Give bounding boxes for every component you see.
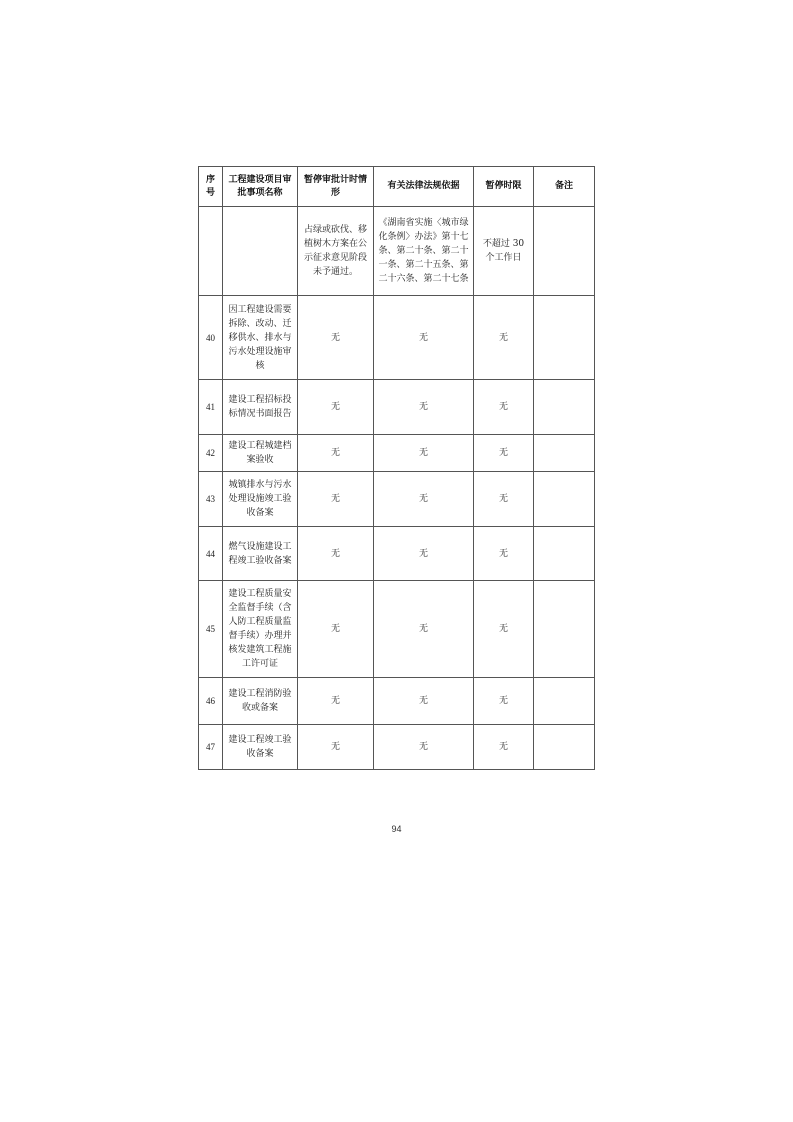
table-row <box>199 581 595 678</box>
row-remarks <box>534 527 595 581</box>
row-suspension-situation: 无 <box>298 296 374 380</box>
row-suspension-situation: 无 <box>298 435 374 472</box>
row-time-limit: 不超过 30 个工作日 <box>474 207 534 296</box>
row-time-limit: 无 <box>474 435 534 472</box>
row-item: 建设工程城建档案验收 <box>223 435 298 472</box>
row-remarks <box>534 296 595 380</box>
row-legal-basis: 《湖南省实施〈城市绿化条例〉办法》第十七条、第二十条、第二十一条、第二十五条、第二十六条、第二十七条 <box>374 207 474 296</box>
row-remarks <box>534 207 595 296</box>
row-legal-basis: 无 <box>374 296 474 380</box>
row-suspension-situation: 无 <box>298 527 374 581</box>
approval-suspension-table <box>198 166 595 770</box>
row-seq: 40 <box>199 296 223 380</box>
row-suspension-situation: 无 <box>298 581 374 678</box>
table-header-row <box>199 167 595 207</box>
row-legal-basis: 无 <box>374 472 474 527</box>
row-legal-basis: 无 <box>374 581 474 678</box>
row-remarks <box>534 472 595 527</box>
row-item: 城镇排水与污水处理设施竣工验收备案 <box>223 472 298 527</box>
table-row <box>199 472 595 527</box>
row-time-limit: 无 <box>474 380 534 435</box>
row-item <box>223 207 298 296</box>
row-seq <box>199 207 223 296</box>
row-item: 建设工程竣工验收备案 <box>223 725 298 770</box>
header-seq: 序号 <box>199 167 223 207</box>
row-remarks <box>534 435 595 472</box>
row-seq: 42 <box>199 435 223 472</box>
table-row <box>199 207 595 296</box>
table-row <box>199 380 595 435</box>
row-suspension-situation: 无 <box>298 380 374 435</box>
row-time-limit: 无 <box>474 296 534 380</box>
row-seq: 47 <box>199 725 223 770</box>
table-row <box>199 678 595 725</box>
row-suspension-situation: 无 <box>298 725 374 770</box>
header-time-limit: 暂停时限 <box>474 167 534 207</box>
row-suspension-situation: 无 <box>298 472 374 527</box>
row-time-limit: 无 <box>474 581 534 678</box>
row-seq: 41 <box>199 380 223 435</box>
row-remarks <box>534 581 595 678</box>
row-suspension-situation: 占绿或砍伐、移植树木方案在公示征求意见阶段未予通过。 <box>298 207 374 296</box>
table-row <box>199 435 595 472</box>
row-seq: 43 <box>199 472 223 527</box>
row-item: 建设工程质量安全监督手续（含人防工程质量监督手续）办理并核发建筑工程施工许可证 <box>223 581 298 678</box>
row-item: 燃气设施建设工程竣工验收备案 <box>223 527 298 581</box>
row-seq: 46 <box>199 678 223 725</box>
row-time-limit: 无 <box>474 725 534 770</box>
header-suspension-situation: 暂停审批计时情形 <box>298 167 374 207</box>
row-legal-basis: 无 <box>374 725 474 770</box>
row-suspension-situation: 无 <box>298 678 374 725</box>
row-remarks <box>534 725 595 770</box>
row-item: 因工程建设需要拆除、改动、迁移供水、排水与污水处理设施审核 <box>223 296 298 380</box>
header-item: 工程建设项目审批事项名称 <box>223 167 298 207</box>
table-row <box>199 725 595 770</box>
row-time-limit: 无 <box>474 472 534 527</box>
row-time-limit: 无 <box>474 527 534 581</box>
row-legal-basis: 无 <box>374 380 474 435</box>
row-seq: 44 <box>199 527 223 581</box>
row-item: 建设工程招标投标情况书面报告 <box>223 380 298 435</box>
page-number: 94 <box>391 824 402 834</box>
header-legal-basis: 有关法律法规依据 <box>374 167 474 207</box>
row-seq: 45 <box>199 581 223 678</box>
table-row <box>199 296 595 380</box>
row-remarks <box>534 380 595 435</box>
row-legal-basis: 无 <box>374 435 474 472</box>
header-remarks: 备注 <box>534 167 595 207</box>
row-legal-basis: 无 <box>374 527 474 581</box>
row-remarks <box>534 678 595 725</box>
row-legal-basis: 无 <box>374 678 474 725</box>
row-item: 建设工程消防验收或备案 <box>223 678 298 725</box>
table-row <box>199 527 595 581</box>
row-time-limit: 无 <box>474 678 534 725</box>
